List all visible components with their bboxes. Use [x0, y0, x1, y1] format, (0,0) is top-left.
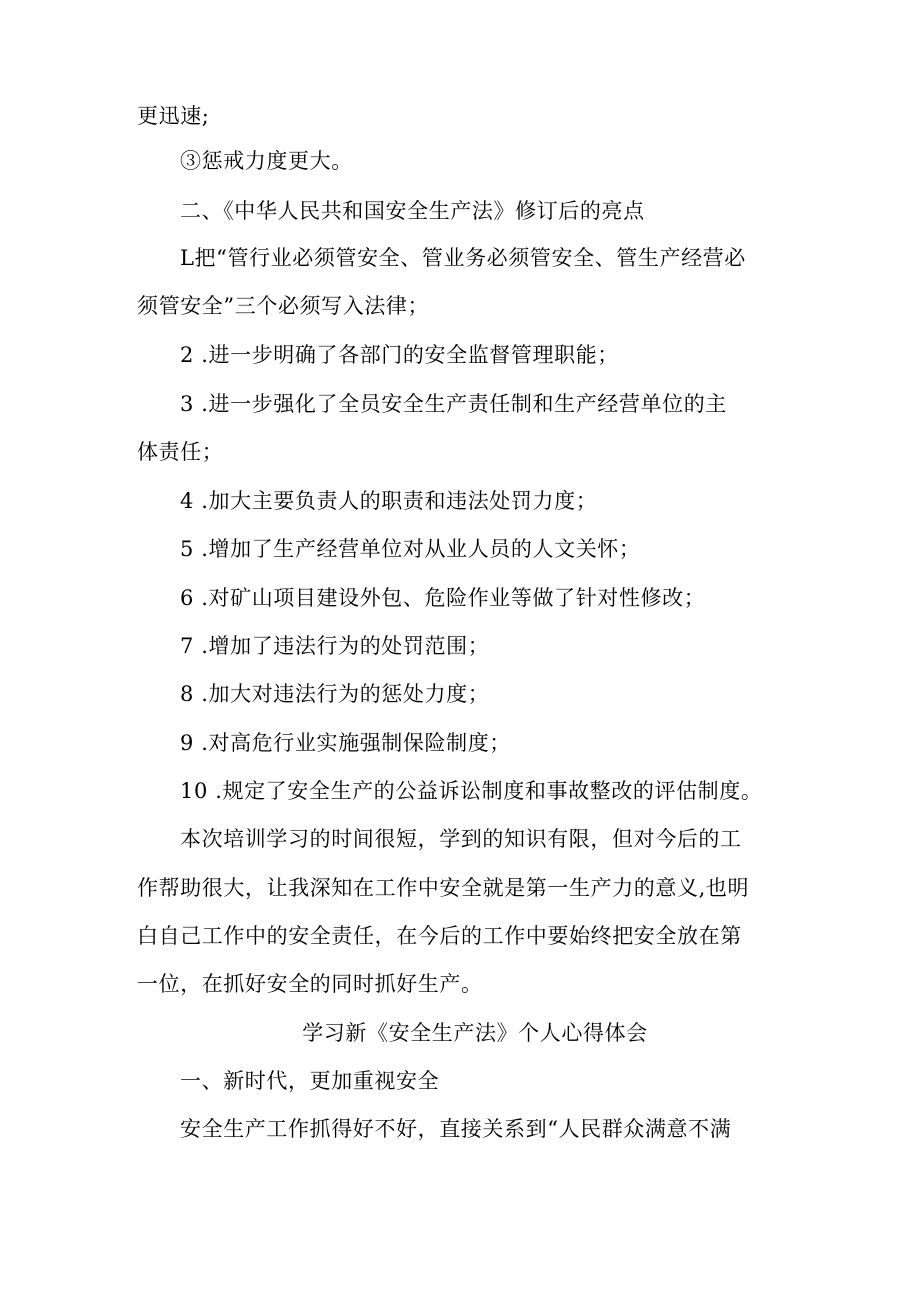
list-item: 7 .增加了违法行为的处罚范围； [180, 634, 490, 658]
list-item: 4 .加大主要负责人的职责和违法处罚力度； [180, 489, 598, 513]
list-item: 9 .对高危行业实施强制保险制度； [180, 731, 511, 755]
text-line: 更迅速; [137, 104, 210, 128]
list-item: 5 .增加了生产经营单位对从业人员的人文关怀； [180, 537, 641, 561]
list-item: L把“管行业必须管安全、管业务必须管安全、管生产经营必 [180, 246, 746, 270]
list-item: 6 .对矿山项目建设外包、危险作业等做了针对性修改； [180, 586, 706, 610]
list-item: 2 .进一步明确了各部门的安全监督管理职能； [180, 343, 619, 367]
document-title: 学习新《安全生产法》个人心得体会 [302, 1021, 648, 1045]
list-item-continuation: 须管安全”三个必须写入法律； [137, 294, 430, 318]
section-heading: 二、《中华人民共和国安全生产法》修订后的亮点 [180, 199, 645, 223]
paragraph-line: 安全生产工作抓得好不好，直接关系到“人民群众满意不满 [180, 1117, 732, 1141]
paragraph-line: 作帮助很大，让我深知在工作中安全就是第一生产力的意义,也明 [137, 876, 750, 900]
section-heading: 一、新时代，更加重视安全 [180, 1069, 440, 1093]
paragraph-line: 白自己工作中的安全责任，在今后的工作中要始终把安全放在第 [137, 924, 742, 948]
paragraph-line: 一位，在抓好安全的同时抓好生产。 [137, 972, 483, 996]
list-item: 8 .加大对违法行为的惩处力度； [180, 682, 490, 706]
text-line: ③惩戒力度更大。 [180, 149, 353, 173]
paragraph-line: 本次培训学习的时间很短，学到的知识有限，但对今后的工 [180, 827, 742, 851]
list-item: 3 .进一步强化了全员安全生产责任制和生产经营单位的主 [180, 392, 727, 416]
list-item: 10 .规定了安全生产的公益诉讼制度和事故整改的评估制度。 [180, 779, 763, 803]
list-item-continuation: 体责任； [137, 440, 224, 464]
